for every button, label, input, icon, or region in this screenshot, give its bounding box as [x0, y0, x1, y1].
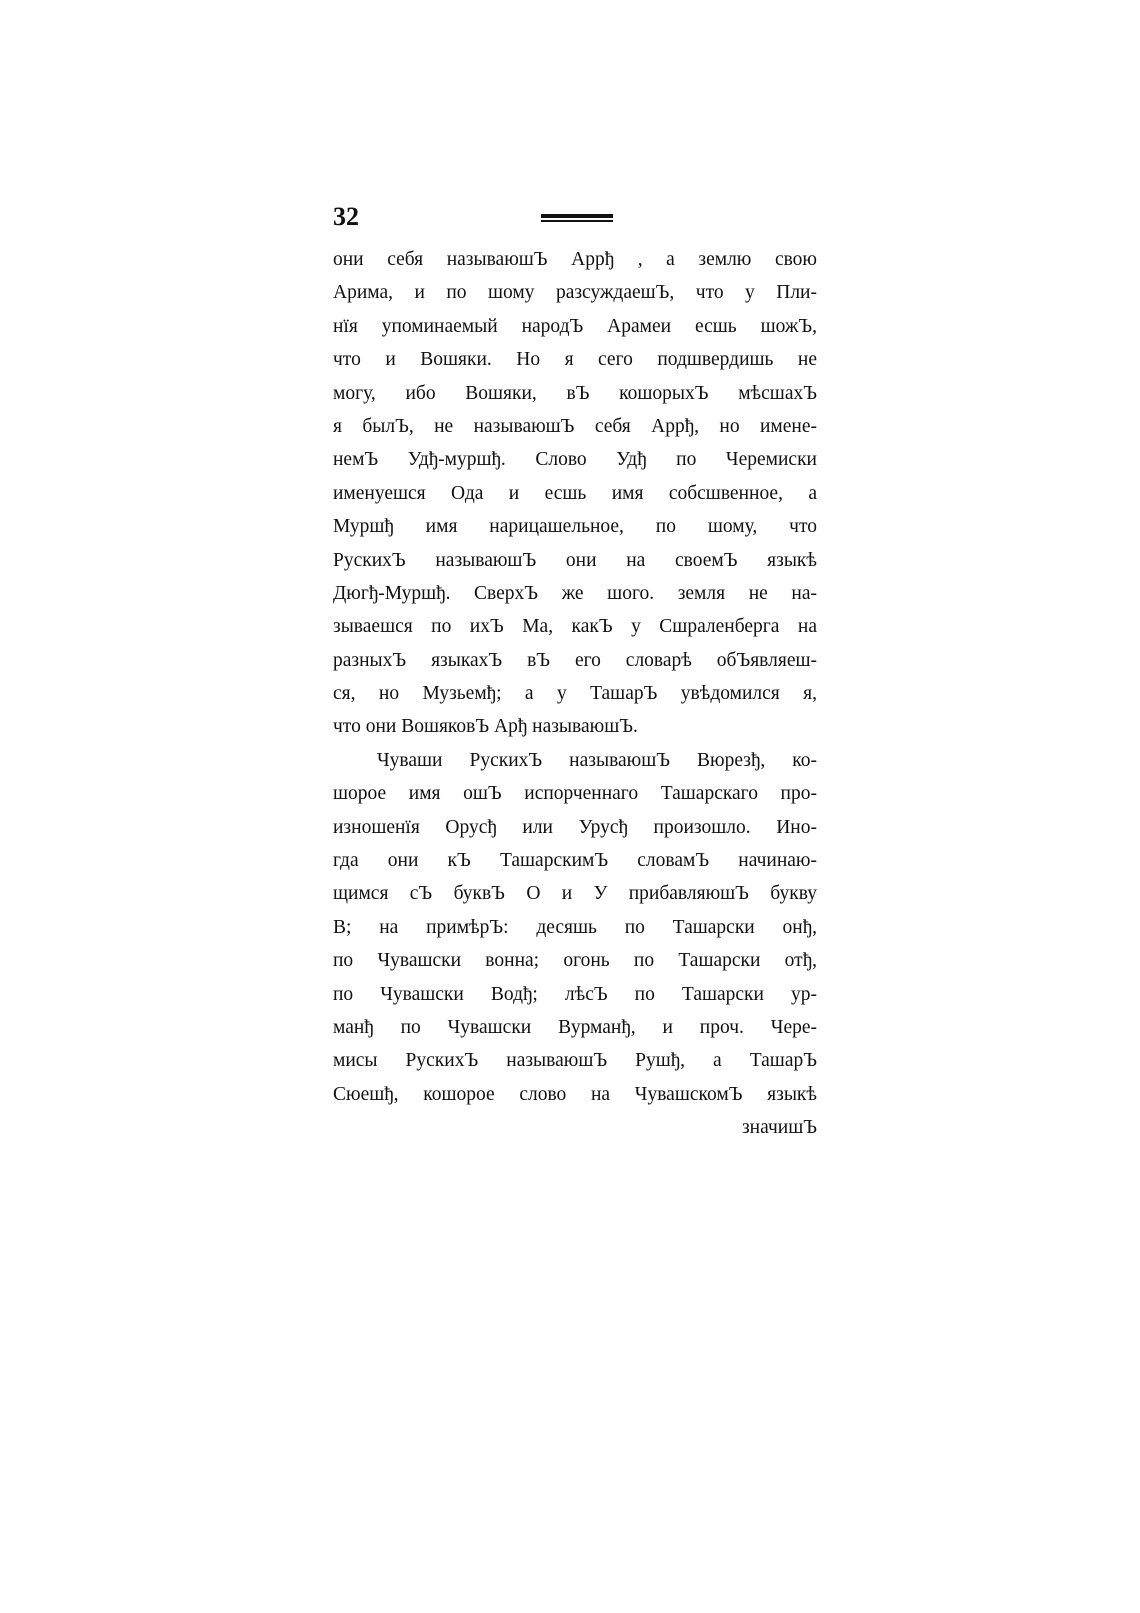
page-header [333, 202, 817, 232]
text-line: именуешся Ода и есшь имя собсшвенное, а [333, 482, 817, 504]
text-line: что и Вошяки. Но я сего подшвердишь не [333, 349, 817, 371]
text-line: Арима, и по шому разсуждаешЪ, что у Пли- [333, 282, 817, 304]
text-line: по Чувашски Водђ; лѣсЪ по Ташарски ур- [333, 983, 817, 1005]
text-line: гда они кЪ ТашарскимЪ словамЪ начинаю- [333, 850, 817, 872]
text-line: изношенїя Орусђ или Урусђ произошло. Ино- [333, 816, 817, 838]
text-line: Сюешђ, кошорое слово на ЧувашскомЪ языкѣ [333, 1083, 817, 1105]
text-line: Дюгђ-Муршђ. СверхЪ же шого. земля не на- [333, 582, 817, 604]
text-line: я былЪ, не называюшЪ себя Аррђ, но имене- [333, 415, 817, 437]
text-line: что они ВошяковЪ Арђ называюшЪ. [333, 716, 638, 738]
text-line: В; на примѣрЪ: десяшь по Ташарски онђ, [333, 916, 817, 938]
text-line: РускихЪ называюшЪ они на своемЪ языкѣ [333, 549, 817, 571]
text-line: разныхЪ языкахЪ вЪ его словарѣ обЪявляеш- [333, 649, 817, 671]
text-line: мисы РускихЪ называюшЪ Рушђ, а ТашарЪ [333, 1050, 817, 1072]
text-line: шорое имя ошЪ испорченнаго Ташарскаго про- [333, 783, 817, 805]
catchword: значишЪ [741, 1117, 817, 1139]
text-line: немЪ Удђ-муршђ. Слово Удђ по Черемиски [333, 449, 817, 471]
text-line: могу, ибо Вошяки, вЪ кошорыхЪ мѣсшахЪ [333, 382, 817, 404]
text-line: ся, но Музьемђ; а у ТашарЪ увѣдомился я, [333, 683, 817, 705]
text-line: нїя упоминаемый народЪ Арамеи есшь шожЪ, [333, 315, 817, 337]
header-rule [541, 214, 613, 222]
text-line: зываешся по ихЪ Ма, какЪ у Сшраленберга на [333, 616, 817, 638]
text-line: щимся сЪ буквЪ О и У прибавляюшЪ букву [333, 883, 817, 905]
text-line: манђ по Чувашски Вурманђ, и проч. Чере- [333, 1016, 817, 1038]
page-number: 32 [333, 202, 359, 231]
paragraph-start-line: Чуваши РускихЪ называюшЪ Вюрезђ, ко- [377, 749, 817, 771]
text-line: Муршђ имя нарицашельное, по шому, что [333, 516, 817, 538]
text-line: по Чувашски вонна; огонь по Ташарски отђ, [333, 950, 817, 972]
body-text [333, 243, 817, 1145]
text-line: они себя называюшЪ Аррђ , а землю свою [333, 249, 817, 270]
